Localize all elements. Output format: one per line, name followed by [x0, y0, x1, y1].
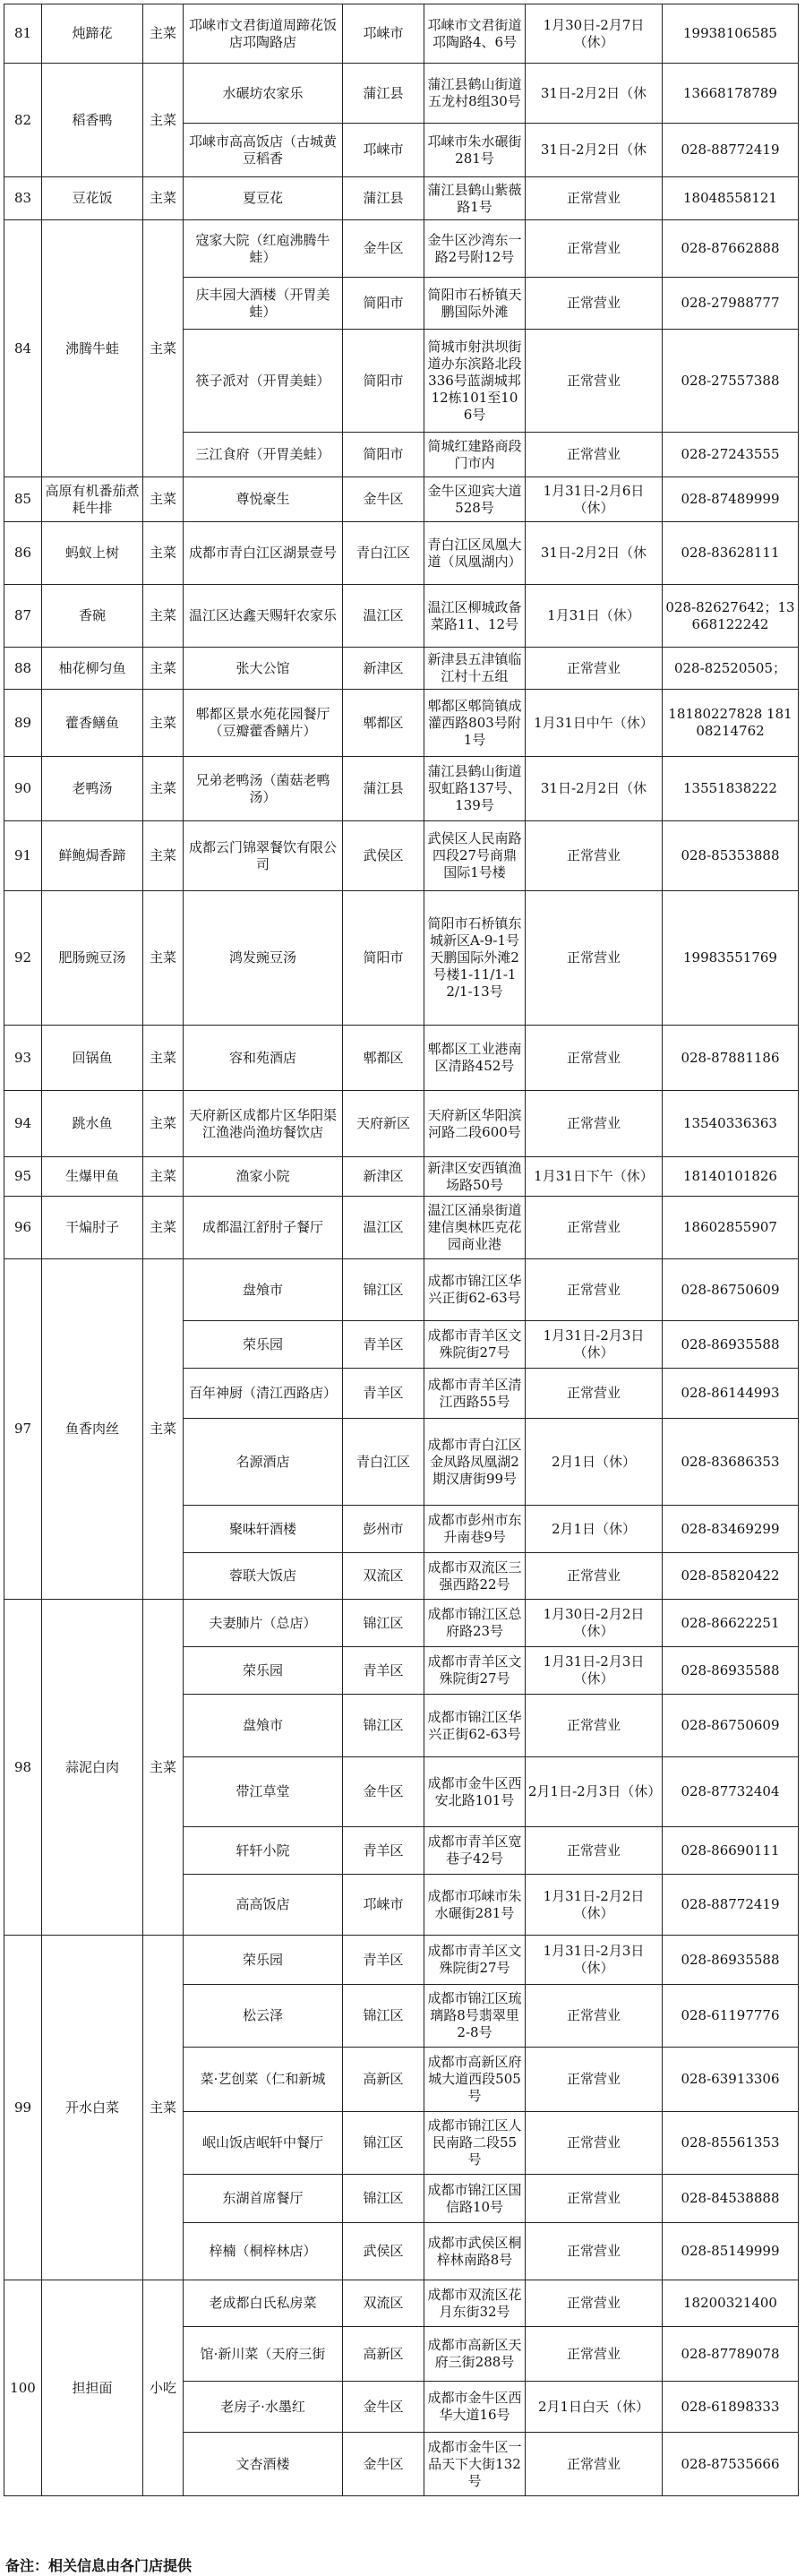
table-row — [4, 522, 799, 585]
table-row — [4, 648, 799, 690]
business-hours: 正常营业 — [526, 648, 663, 690]
address: 成都市青羊区文殊院街27号 — [424, 1321, 526, 1369]
district: 双流区 — [343, 2280, 424, 2327]
table-row — [4, 4, 799, 64]
address: 邛崃市文君街道邛陶路4、6号 — [424, 4, 526, 64]
restaurant-name: 轩轩小院 — [184, 1827, 343, 1875]
address: 成都市锦江区国信路10号 — [424, 2175, 526, 2223]
dish-name: 肥肠豌豆汤 — [42, 891, 143, 1026]
dish-category: 主菜 — [143, 690, 184, 757]
restaurant-name: 荣乐园 — [184, 1647, 343, 1695]
address: 成都市青羊区清江西路55号 — [424, 1369, 526, 1419]
business-hours: 正常营业 — [526, 2112, 663, 2175]
dish-name: 跳水鱼 — [42, 1091, 143, 1157]
address: 成都市锦江区总府路23号 — [424, 1600, 526, 1647]
address: 温江区柳城政备菜路11、12号 — [424, 585, 526, 648]
address: 郫都区工业港南区清路452号 — [424, 1026, 526, 1091]
business-hours: 1月31日-2月3日（休） — [526, 1321, 663, 1369]
business-hours: 正常营业 — [526, 1026, 663, 1091]
dish-name: 生爆甲鱼 — [42, 1157, 143, 1197]
business-hours: 1月30日-2月2日（休） — [526, 1600, 663, 1647]
table-row — [4, 757, 799, 821]
district: 金牛区 — [343, 2382, 424, 2433]
address: 温江区涌泉街道建信奥林匹克花园商业港 — [424, 1197, 526, 1259]
district: 金牛区 — [343, 477, 424, 522]
restaurant-name: 荣乐园 — [184, 1936, 343, 1985]
item-number: 83 — [4, 177, 42, 220]
restaurant-name: 老房子·水墨红 — [184, 2382, 343, 2433]
restaurant-name: 邛崃市高高饭店（古城黄豆稻香 — [184, 124, 343, 177]
business-hours: 31日-2月2日（休 — [526, 757, 663, 821]
phone-number: 028-87732404 — [663, 1757, 799, 1827]
restaurant-table — [4, 4, 799, 2496]
phone-number: 19983551769 — [663, 891, 799, 1026]
phone-number: 028-86935588 — [663, 1321, 799, 1369]
restaurant-name: 成都温江舒肘子餐厅 — [184, 1197, 343, 1259]
dish-name: 担担面 — [42, 2280, 143, 2496]
address: 蒲江县鹤山街道驭虹路137号、139号 — [424, 757, 526, 821]
restaurant-name: 渔家小院 — [184, 1157, 343, 1197]
district: 简阳市 — [343, 330, 424, 433]
dish-name: 高原有机番茄煮耗牛排 — [42, 477, 143, 522]
dish-category: 主菜 — [143, 177, 184, 220]
restaurant-name: 盘飧市 — [184, 1259, 343, 1321]
district: 邛崃市 — [343, 1875, 424, 1936]
restaurant-name: 名源酒店 — [184, 1419, 343, 1506]
restaurant-name: 庆丰园大酒楼（开胃美蛙） — [184, 278, 343, 330]
business-hours: 正常营业 — [526, 1985, 663, 2048]
district: 高新区 — [343, 2327, 424, 2382]
phone-number: 028-87789078 — [663, 2327, 799, 2382]
phone-number: 18140101826 — [663, 1157, 799, 1197]
restaurant-name: 郫都区景水苑花园餐厅（豆瓣藿香鳝片） — [184, 690, 343, 757]
phone-number: 028-83469299 — [663, 1506, 799, 1553]
address: 郫都区郫筒镇成灌西路803号附1号 — [424, 690, 526, 757]
district: 青羊区 — [343, 1936, 424, 1985]
address: 成都市双流区三强西路22号 — [424, 1553, 526, 1600]
district: 青白江区 — [343, 522, 424, 585]
address: 天府新区华阳滨河路二段600号 — [424, 1091, 526, 1157]
dish-category: 主菜 — [143, 1026, 184, 1091]
table-row — [4, 477, 799, 522]
address: 邛崃市朱水碾街281号 — [424, 124, 526, 177]
restaurant-name: 温江区达鑫天赐轩农家乐 — [184, 585, 343, 648]
district: 彭州市 — [343, 1506, 424, 1553]
address: 成都市金牛区一品天下大街132号 — [424, 2433, 526, 2496]
dish-category: 主菜 — [143, 477, 184, 522]
item-number: 91 — [4, 821, 42, 891]
phone-number: 13540336363 — [663, 1091, 799, 1157]
restaurant-name: 筷子派对（开胃美蛙） — [184, 330, 343, 433]
restaurant-name: 馆·新川菜（天府三街 — [184, 2327, 343, 2382]
item-number: 92 — [4, 891, 42, 1026]
business-hours: 正常营业 — [526, 177, 663, 220]
phone-number: 028-61898333 — [663, 2382, 799, 2433]
restaurant-name: 聚味轩酒楼 — [184, 1506, 343, 1553]
address: 新津县五津镇临江村十五组 — [424, 648, 526, 690]
business-hours: 正常营业 — [526, 821, 663, 891]
address: 青白江区凤凰大道（凤凰湖内） — [424, 522, 526, 585]
address: 成都市锦江区华兴正街62-63号 — [424, 1259, 526, 1321]
item-number: 87 — [4, 585, 42, 648]
district: 锦江区 — [343, 1985, 424, 2048]
item-number: 100 — [4, 2280, 42, 2496]
dish-name: 干煸肘子 — [42, 1197, 143, 1259]
address: 成都市锦江区琉璃路8号翡翠里2-8号 — [424, 1985, 526, 2048]
restaurant-name: 带江草堂 — [184, 1757, 343, 1827]
dish-name: 开水白菜 — [42, 1936, 143, 2280]
dish-name: 老鸭汤 — [42, 757, 143, 821]
restaurant-name: 松云泽 — [184, 1985, 343, 2048]
address: 金牛区沙湾东一路2号附12号 — [424, 220, 526, 278]
item-number: 82 — [4, 64, 42, 177]
phone-number: 028-27988777 — [663, 278, 799, 330]
district: 蒲江县 — [343, 757, 424, 821]
phone-number: 028-86750609 — [663, 1695, 799, 1757]
business-hours: 1月31日-2月3日（休） — [526, 1647, 663, 1695]
district: 简阳市 — [343, 433, 424, 477]
phone-number: 028-83686353 — [663, 1419, 799, 1506]
table-row — [4, 64, 799, 124]
district: 武侯区 — [343, 821, 424, 891]
district: 邛崃市 — [343, 4, 424, 64]
address: 蒲江县鹤山街道五龙村8组30号 — [424, 64, 526, 124]
business-hours: 2月1日（休） — [526, 1506, 663, 1553]
phone-number: 19938106585 — [663, 4, 799, 64]
dish-category: 主菜 — [143, 585, 184, 648]
dish-category: 主菜 — [143, 522, 184, 585]
dish-name: 鲜鲍焗香蹄 — [42, 821, 143, 891]
dish-name: 豆花饭 — [42, 177, 143, 220]
restaurant-name: 水碾坊农家乐 — [184, 64, 343, 124]
business-hours: 1月30日-2月7日（休） — [526, 4, 663, 64]
table-row — [4, 1600, 799, 1647]
phone-number: 028-82520505； — [663, 648, 799, 690]
phone-number: 028-87881186 — [663, 1026, 799, 1091]
district: 青羊区 — [343, 1827, 424, 1875]
phone-number: 028-86935588 — [663, 1647, 799, 1695]
phone-number: 028-87489999 — [663, 477, 799, 522]
business-hours: 正常营业 — [526, 1827, 663, 1875]
address: 简城市射洪坝街道办东滨路北段336号蓝湖城邦12栋101至106号 — [424, 330, 526, 433]
item-number: 86 — [4, 522, 42, 585]
business-hours: 正常营业 — [526, 1553, 663, 1600]
dish-category: 主菜 — [143, 220, 184, 477]
business-hours: 1月31日中午（休） — [526, 690, 663, 757]
district: 温江区 — [343, 585, 424, 648]
restaurant-name: 高高饭店 — [184, 1875, 343, 1936]
district: 邛崃市 — [343, 124, 424, 177]
dish-category: 主菜 — [143, 821, 184, 891]
phone-number: 028-63913306 — [663, 2048, 799, 2112]
item-number: 89 — [4, 690, 42, 757]
phone-number: 18048558121 — [663, 177, 799, 220]
address: 成都市金牛区西华大道16号 — [424, 2382, 526, 2433]
restaurant-name: 梓楠（桐梓林店） — [184, 2223, 343, 2280]
phone-number: 028-86622251 — [663, 1600, 799, 1647]
table-row — [4, 1091, 799, 1157]
district: 双流区 — [343, 1553, 424, 1600]
district: 简阳市 — [343, 278, 424, 330]
dish-name: 沸腾牛蛙 — [42, 220, 143, 477]
district: 锦江区 — [343, 1259, 424, 1321]
business-hours: 正常营业 — [526, 2223, 663, 2280]
table-row — [4, 1197, 799, 1259]
phone-number: 028-83628111 — [663, 522, 799, 585]
district: 金牛区 — [343, 1757, 424, 1827]
item-number: 98 — [4, 1600, 42, 1936]
phone-number: 028-85149999 — [663, 2223, 799, 2280]
dish-category: 主菜 — [143, 1259, 184, 1600]
district: 蒲江县 — [343, 177, 424, 220]
item-number: 93 — [4, 1026, 42, 1091]
business-hours: 31日-2月2日（休 — [526, 522, 663, 585]
restaurant-name: 夫妻肺片（总店） — [184, 1600, 343, 1647]
restaurant-name: 盘飧市 — [184, 1695, 343, 1757]
dish-category: 主菜 — [143, 64, 184, 177]
restaurant-name: 张大公馆 — [184, 648, 343, 690]
phone-number: 028-85820422 — [663, 1553, 799, 1600]
business-hours: 正常营业 — [526, 220, 663, 278]
table-row — [4, 1259, 799, 1321]
phone-number: 028-86690111 — [663, 1827, 799, 1875]
business-hours: 2月1日白天（休） — [526, 2382, 663, 2433]
phone-number: 028-85561353 — [663, 2112, 799, 2175]
address: 武侯区人民南路四段27号商鼎国际1号楼 — [424, 821, 526, 891]
phone-number: 028-27557388 — [663, 330, 799, 433]
footnote: 备注：相关信息由各门店提供 — [5, 2557, 193, 2574]
table-row — [4, 821, 799, 891]
district: 武侯区 — [343, 2223, 424, 2280]
restaurant-name: 百年神厨（清江西路店） — [184, 1369, 343, 1419]
address: 成都市高新区府城大道西段505号 — [424, 2048, 526, 2112]
table-row — [4, 2280, 799, 2327]
address: 简阳市石桥镇东城新区A-9-1号天鹏国际外滩2号楼1-11/1-12/1-13号 — [424, 891, 526, 1026]
item-number: 85 — [4, 477, 42, 522]
address: 蒲江县鹤山紫薇路1号 — [424, 177, 526, 220]
table-row — [4, 1936, 799, 1985]
item-number: 97 — [4, 1259, 42, 1600]
restaurant-name: 鸿发豌豆汤 — [184, 891, 343, 1026]
restaurant-name: 天府新区成都片区华阳渠江渔港尚渔坊餐饮店 — [184, 1091, 343, 1157]
address: 新津区安西镇渔场路50号 — [424, 1157, 526, 1197]
phone-number: 028-88772419 — [663, 124, 799, 177]
address: 成都市高新区天府三街288号 — [424, 2327, 526, 2382]
address: 简城红建路商段门市内 — [424, 433, 526, 477]
restaurant-name: 寇家大院（红庖沸腾牛蛙） — [184, 220, 343, 278]
phone-number: 028-85353888 — [663, 821, 799, 891]
table-row — [4, 177, 799, 220]
table-row — [4, 891, 799, 1026]
address: 成都市锦江区华兴正街62-63号 — [424, 1695, 526, 1757]
restaurant-name: 蓉联大饭店 — [184, 1553, 343, 1600]
phone-number: 18602855907 — [663, 1197, 799, 1259]
phone-number: 028-27243555 — [663, 433, 799, 477]
address: 成都市双流区花月东街32号 — [424, 2280, 526, 2327]
dish-category: 主菜 — [143, 1600, 184, 1936]
restaurant-name: 文杏酒楼 — [184, 2433, 343, 2496]
item-number: 88 — [4, 648, 42, 690]
business-hours: 正常营业 — [526, 433, 663, 477]
business-hours: 正常营业 — [526, 2048, 663, 2112]
restaurant-name: 老成都白氏私房菜 — [184, 2280, 343, 2327]
dish-name: 回锅鱼 — [42, 1026, 143, 1091]
restaurant-name: 夏豆花 — [184, 177, 343, 220]
business-hours: 正常营业 — [526, 1091, 663, 1157]
address: 成都市青白江区金凤路凤凰湖2期汉唐街99号 — [424, 1419, 526, 1506]
restaurant-name: 岷山饭店岷轩中餐厅 — [184, 2112, 343, 2175]
restaurant-name: 三江食府（开胃美蛙） — [184, 433, 343, 477]
business-hours: 正常营业 — [526, 2327, 663, 2382]
dish-name: 藿香鳝鱼 — [42, 690, 143, 757]
business-hours: 31日-2月2日（休 — [526, 124, 663, 177]
dish-category: 主菜 — [143, 4, 184, 64]
restaurant-name: 菜·艺创菜（仁和新城 — [184, 2048, 343, 2112]
business-hours: 正常营业 — [526, 278, 663, 330]
restaurant-name: 邛崃市文君街道周蹄花饭店邛陶路店 — [184, 4, 343, 64]
district: 青羊区 — [343, 1647, 424, 1695]
district: 青羊区 — [343, 1321, 424, 1369]
dish-name: 鱼香肉丝 — [42, 1259, 143, 1600]
district: 青白江区 — [343, 1419, 424, 1506]
business-hours: 1月31日-2月3日（休） — [526, 1936, 663, 1985]
dish-category: 小吃 — [143, 2280, 184, 2496]
table-row — [4, 1026, 799, 1091]
phone-number: 18200321400 — [663, 2280, 799, 2327]
dish-name: 蒜泥白肉 — [42, 1600, 143, 1936]
restaurant-name: 容和苑酒店 — [184, 1026, 343, 1091]
business-hours: 1月31日-2月6日（休） — [526, 477, 663, 522]
business-hours: 正常营业 — [526, 1695, 663, 1757]
district: 蒲江县 — [343, 64, 424, 124]
district: 锦江区 — [343, 1600, 424, 1647]
table-row — [4, 585, 799, 648]
phone-number: 13551838222 — [663, 757, 799, 821]
item-number: 99 — [4, 1936, 42, 2280]
restaurant-name: 成都云门锦翠餐饮有限公司 — [184, 821, 343, 891]
district: 锦江区 — [343, 2112, 424, 2175]
business-hours: 正常营业 — [526, 330, 663, 433]
business-hours: 正常营业 — [526, 1259, 663, 1321]
district: 简阳市 — [343, 891, 424, 1026]
address: 成都市邛崃市朱水碾街281号 — [424, 1875, 526, 1936]
business-hours: 正常营业 — [526, 1197, 663, 1259]
business-hours: 2月1日-2月3日（休） — [526, 1757, 663, 1827]
district: 郫都区 — [343, 690, 424, 757]
phone-number: 028-84538888 — [663, 2175, 799, 2223]
restaurant-name: 东湖首席餐厅 — [184, 2175, 343, 2223]
item-number: 94 — [4, 1091, 42, 1157]
table-row — [4, 220, 799, 278]
item-number: 84 — [4, 220, 42, 477]
restaurant-name: 成都市青白江区湖景壹号 — [184, 522, 343, 585]
dish-category: 主菜 — [143, 1157, 184, 1197]
district: 温江区 — [343, 1197, 424, 1259]
district: 天府新区 — [343, 1091, 424, 1157]
dish-category: 主菜 — [143, 1197, 184, 1259]
phone-number: 028-86750609 — [663, 1259, 799, 1321]
business-hours: 1月31日下午（休） — [526, 1157, 663, 1197]
phone-number: 028-86144993 — [663, 1369, 799, 1419]
phone-number: 18180227828 18108214762 — [663, 690, 799, 757]
phone-number: 028-86935588 — [663, 1936, 799, 1985]
business-hours: 正常营业 — [526, 2175, 663, 2223]
item-number: 90 — [4, 757, 42, 821]
restaurant-name: 兄弟老鸭汤（菌菇老鸭汤） — [184, 757, 343, 821]
business-hours: 正常营业 — [526, 2433, 663, 2496]
phone-number: 028-82627642；13668122242 — [663, 585, 799, 648]
business-hours: 31日-2月2日（休 — [526, 64, 663, 124]
address: 成都市青羊区宽巷子42号 — [424, 1827, 526, 1875]
dish-category: 主菜 — [143, 1091, 184, 1157]
district: 高新区 — [343, 2048, 424, 2112]
dish-category: 主菜 — [143, 1936, 184, 2280]
address: 成都市锦江区人民南路二段55号 — [424, 2112, 526, 2175]
restaurant-name: 荣乐园 — [184, 1321, 343, 1369]
district: 金牛区 — [343, 220, 424, 278]
address: 成都市青羊区文殊院街27号 — [424, 1936, 526, 1985]
address: 成都市彭州市东升南巷9号 — [424, 1506, 526, 1553]
item-number: 81 — [4, 4, 42, 64]
address: 成都市金牛区西安北路101号 — [424, 1757, 526, 1827]
address: 金牛区迎宾大道528号 — [424, 477, 526, 522]
dish-category: 主菜 — [143, 757, 184, 821]
dish-name: 稻香鸭 — [42, 64, 143, 177]
district: 锦江区 — [343, 1695, 424, 1757]
business-hours: 2月1日（休） — [526, 1419, 663, 1506]
dish-name: 柚花柳匀鱼 — [42, 648, 143, 690]
business-hours: 正常营业 — [526, 1369, 663, 1419]
dish-category: 主菜 — [143, 891, 184, 1026]
business-hours: 1月31日（休） — [526, 585, 663, 648]
business-hours: 正常营业 — [526, 891, 663, 1026]
district: 郫都区 — [343, 1026, 424, 1091]
item-number: 95 — [4, 1157, 42, 1197]
address: 成都市青羊区文殊院街27号 — [424, 1647, 526, 1695]
business-hours: 1月31日-2月2日（休） — [526, 1875, 663, 1936]
dish-name: 香碗 — [42, 585, 143, 648]
phone-number: 028-87535666 — [663, 2433, 799, 2496]
dish-category: 主菜 — [143, 648, 184, 690]
address: 简阳市石桥镇天鹏国际外滩 — [424, 278, 526, 330]
district: 新津区 — [343, 648, 424, 690]
dish-name: 炖蹄花 — [42, 4, 143, 64]
district: 新津区 — [343, 1157, 424, 1197]
dish-name: 蚂蚁上树 — [42, 522, 143, 585]
district: 青羊区 — [343, 1369, 424, 1419]
table-row — [4, 1157, 799, 1197]
phone-number: 028-61197776 — [663, 1985, 799, 2048]
district: 锦江区 — [343, 2175, 424, 2223]
item-number: 96 — [4, 1197, 42, 1259]
business-hours: 正常营业 — [526, 2280, 663, 2327]
district: 金牛区 — [343, 2433, 424, 2496]
phone-number: 028-87662888 — [663, 220, 799, 278]
table-row — [4, 690, 799, 757]
phone-number: 13668178789 — [663, 64, 799, 124]
address: 成都市武侯区桐梓林南路8号 — [424, 2223, 526, 2280]
phone-number: 028-88772419 — [663, 1875, 799, 1936]
restaurant-name: 尊悦豪生 — [184, 477, 343, 522]
